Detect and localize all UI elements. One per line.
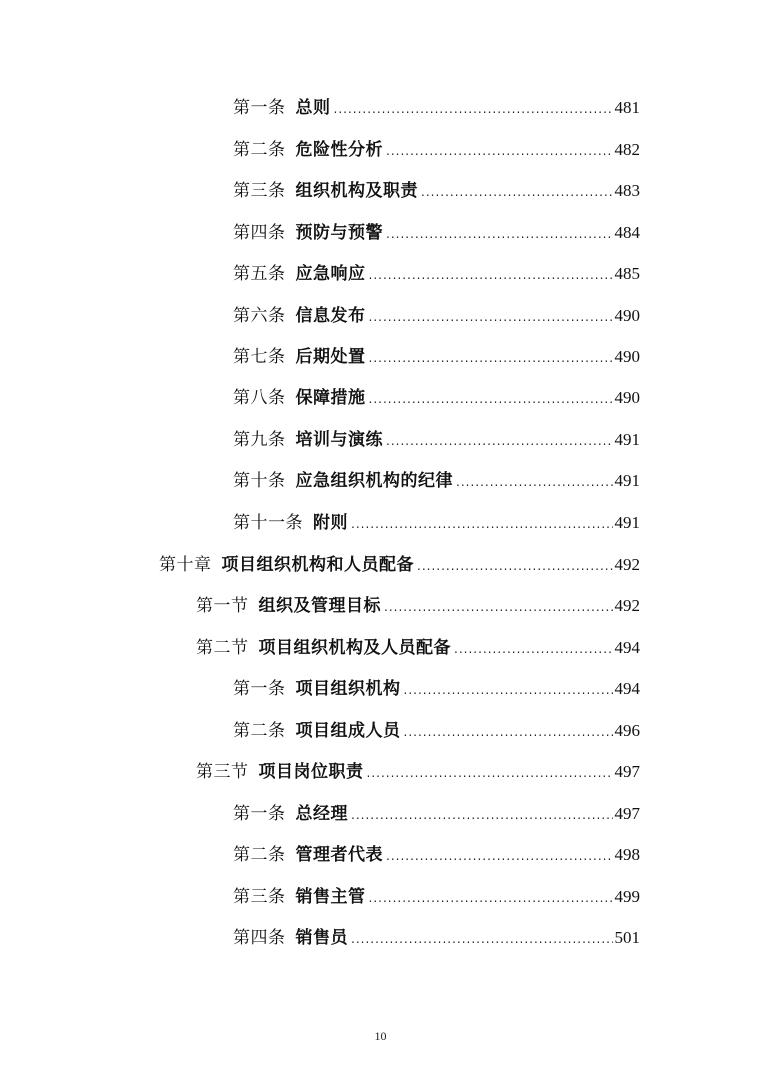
entry-title: 应急响应: [295, 264, 366, 284]
entry-number: 第六条: [233, 306, 286, 326]
dot-leader: [454, 638, 613, 660]
entry-title: 保障措施: [295, 388, 366, 408]
entry-number: 第十一条: [233, 513, 303, 533]
entry-title: 项目组成人员: [295, 721, 401, 741]
entry-page: 491: [614, 513, 640, 532]
dot-leader: [421, 181, 613, 203]
dot-leader: [369, 264, 613, 286]
entry-title: 信息发布: [295, 306, 366, 326]
entry-page: 492: [614, 555, 640, 574]
entry-title: 总经理: [295, 804, 348, 824]
entry-number: 第二条: [233, 140, 286, 160]
entry-number: 第三条: [233, 181, 286, 201]
entry-number: 第二条: [233, 721, 286, 741]
entry-number: 第一条: [233, 98, 286, 118]
entry-number: 第二条: [233, 845, 286, 865]
entry-title: 总则: [295, 98, 331, 118]
entry-page: 497: [614, 804, 640, 823]
entry-page: 485: [614, 264, 640, 283]
entry-number: 第一条: [233, 804, 286, 824]
dot-leader: [404, 679, 613, 701]
dot-leader: [369, 347, 613, 369]
entry-page: 492: [614, 596, 640, 615]
dot-leader: [386, 845, 613, 867]
entry-page: 483: [614, 181, 640, 200]
entry-number: 第一节: [196, 596, 249, 616]
entry-number: 第二节: [196, 638, 249, 658]
entry-title: 应急组织机构的纪律: [295, 471, 453, 491]
toc-entry[interactable]: [233, 512, 640, 535]
entry-title: 组织机构及职责: [295, 181, 418, 201]
entry-page: 496: [614, 721, 640, 740]
dot-leader: [369, 306, 613, 328]
entry-title: 项目岗位职责: [258, 762, 364, 782]
entry-number: 第十章: [159, 555, 212, 575]
entry-page: 490: [614, 347, 640, 366]
dot-leader: [369, 887, 613, 909]
entry-title: 销售主管: [295, 887, 366, 907]
entry-number: 第五条: [233, 264, 286, 284]
toc-entry[interactable]: [233, 886, 640, 909]
dot-leader: [334, 98, 613, 120]
entry-title: 管理者代表: [295, 845, 383, 865]
entry-title: 组织及管理目标: [258, 596, 381, 616]
toc-entry[interactable]: [233, 139, 640, 162]
entry-number: 第一条: [233, 679, 286, 699]
entry-title: 项目组织机构: [295, 679, 401, 699]
dot-leader: [351, 928, 613, 950]
toc-entry[interactable]: [233, 305, 640, 328]
entry-title: 销售员: [295, 928, 348, 948]
entry-number: 第四条: [233, 928, 286, 948]
dot-leader: [367, 762, 613, 784]
entry-page: 484: [614, 223, 640, 242]
entry-number: 第三节: [196, 762, 249, 782]
entry-number: 第四条: [233, 223, 286, 243]
dot-leader: [384, 596, 613, 618]
toc-entry[interactable]: [233, 470, 640, 493]
toc-entry[interactable]: [233, 803, 640, 826]
toc-section-entry[interactable]: [196, 761, 640, 784]
entry-page: 491: [614, 430, 640, 449]
dot-leader: [417, 555, 613, 577]
toc-entry[interactable]: [233, 678, 640, 701]
entry-page: 490: [614, 306, 640, 325]
entry-page: 491: [614, 471, 640, 490]
entry-title: 附则: [313, 513, 348, 533]
toc-entry[interactable]: [233, 927, 640, 950]
dot-leader: [404, 721, 613, 743]
dot-leader: [456, 471, 613, 493]
entry-page: 499: [614, 887, 640, 906]
toc-entry[interactable]: [233, 222, 640, 245]
toc-chapter-entry[interactable]: [159, 554, 640, 577]
entry-page: 501: [614, 928, 640, 947]
entry-page: 490: [614, 388, 640, 407]
entry-title: 预防与预警: [295, 223, 383, 243]
dot-leader: [386, 140, 613, 162]
dot-leader: [351, 804, 613, 826]
toc-entry[interactable]: [233, 387, 640, 410]
dot-leader: [386, 430, 613, 452]
entry-number: 第八条: [233, 388, 286, 408]
toc-entry[interactable]: [233, 429, 640, 452]
dot-leader: [351, 513, 613, 535]
entry-page: 497: [614, 762, 640, 781]
entry-number: 第九条: [233, 430, 286, 450]
page-number: 10: [374, 1029, 387, 1043]
toc-entry[interactable]: [233, 720, 640, 743]
entry-title: 项目组织机构和人员配备: [221, 555, 414, 575]
entry-number: 第三条: [233, 887, 286, 907]
toc-section-entry[interactable]: [196, 595, 640, 618]
entry-page: 482: [614, 140, 640, 159]
entry-number: 第七条: [233, 347, 286, 367]
toc-entry[interactable]: [233, 97, 640, 120]
entry-page: 494: [614, 679, 640, 698]
toc-section-entry[interactable]: [196, 637, 640, 660]
entry-title: 后期处置: [295, 347, 366, 367]
entry-page: 494: [614, 638, 640, 657]
entry-number: 第十条: [233, 471, 286, 491]
entry-title: 危险性分析: [295, 140, 383, 160]
entry-page: 481: [614, 98, 640, 117]
toc-entry[interactable]: [233, 844, 640, 867]
toc-entry[interactable]: [233, 180, 640, 203]
entry-title: 培训与演练: [295, 430, 383, 450]
dot-leader: [386, 223, 613, 245]
entry-title: 项目组织机构及人员配备: [258, 638, 451, 658]
toc-entry[interactable]: [233, 263, 640, 286]
dot-leader: [369, 388, 613, 410]
toc-entry[interactable]: [233, 346, 640, 369]
entry-page: 498: [614, 845, 640, 864]
